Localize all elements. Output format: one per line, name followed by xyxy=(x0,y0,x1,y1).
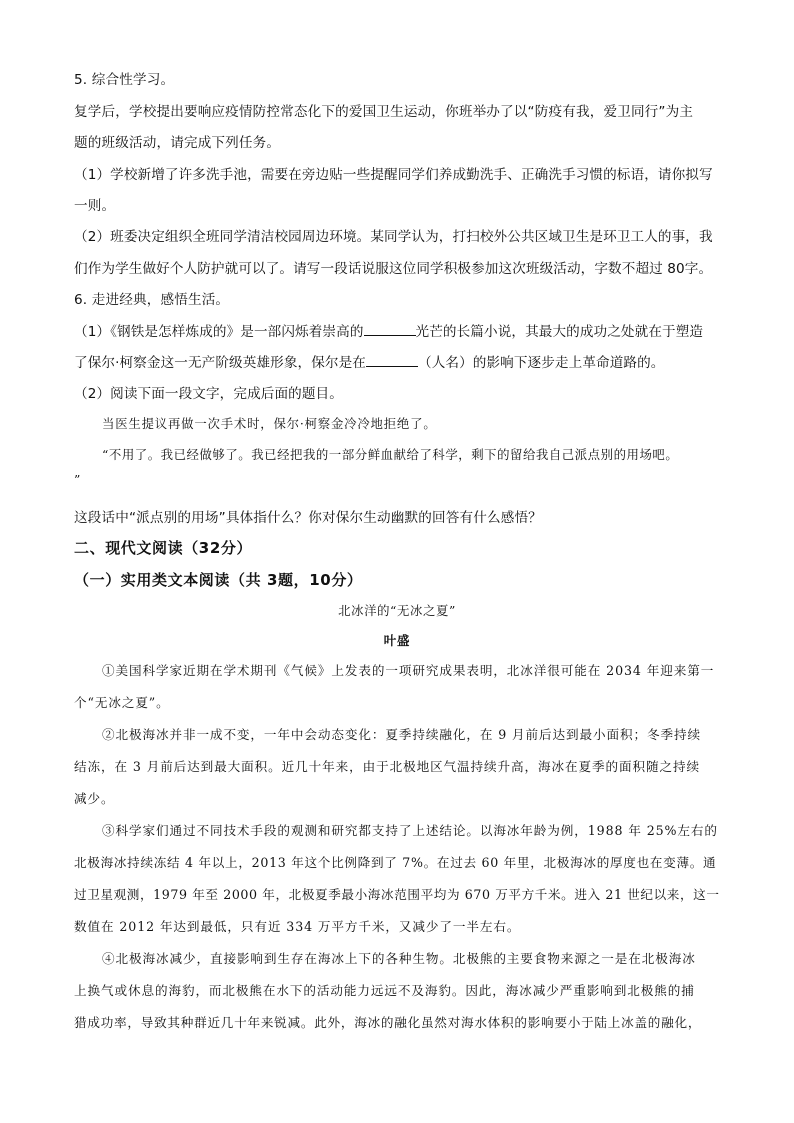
article-p3-line4: 数值在 2012 年达到最低，只有近 334 万平方千米，又减少了一半左右。 xyxy=(74,919,521,934)
q6-heading: 6. 走进经典，感悟生活。 xyxy=(74,292,230,308)
answer-blank-2[interactable] xyxy=(366,354,418,367)
article-p1-line1: ①美国科学家近期在学术期刊《气候》上发表的一项研究成果表明，北冰洋很可能在 2034 年迎来第一 xyxy=(102,663,715,678)
article-p3-line3: 过卫星观测，1979 年至 2000 年，北极夏季最小海冰范围平均为 670 万平方千米。进入 21 世纪以来，这一 xyxy=(74,887,720,902)
q6-question: 这段话中“派点别的用场”具体指什么？你对保尔生动幽默的回答有什么感悟？ xyxy=(74,510,542,526)
q5-task2-line1: （2）班委决定组织全班同学清洁校园周边环境。某同学认为，打扫校外公共区域卫生是环卫工人的事，我 xyxy=(74,229,713,245)
quote-line3: ” xyxy=(74,472,82,487)
q6-part1-text-a: （1）《钢铁是怎样炼成的》是一部闪烁着崇高的 xyxy=(74,324,364,340)
article-p2-line2: 结冻，在 3 月前后达到最大面积。近几十年来，由于北极地区气温持续升高，海冰在夏季的面积随之持续 xyxy=(74,759,700,774)
subsection-title: （一）实用类文本阅读（共 3题，10分） xyxy=(74,571,363,589)
article-p2-line1: ②北极海冰并非一成不变，一年中会动态变化：夏季持续融化，在 9 月前后达到最小面积；冬季持续 xyxy=(102,727,701,742)
q6-part1-line2-text-b: （人名）的影响下逐步走上革命道路的。 xyxy=(418,355,665,371)
article-title: 北冰洋的“无冰之夏” xyxy=(338,603,456,618)
article-p3-line2: 北极海冰持续冻结 4 年以上，2013 年这个比例降到了 7%。在过去 60 年里，北极海冰的厚度也在变薄。通 xyxy=(74,855,717,870)
q5-heading: 5. 综合性学习。 xyxy=(74,72,175,88)
article-author: 叶盛 xyxy=(383,633,411,648)
q6-part1-line2-text-a: 了保尔·柯察金这一无产阶级英雄形象，保尔是在 xyxy=(74,355,366,371)
q6-part2: （2）阅读下面一段文字，完成后面的题目。 xyxy=(74,386,343,402)
q5-task1-line2: 一则。 xyxy=(74,198,116,214)
answer-blank-1[interactable] xyxy=(364,323,416,336)
article-p4-line3: 猎成功率，导致其种群近几十年来锐减。此外，海冰的融化虽然对海水体积的影响要小于陆上冰盖的融化， xyxy=(74,1015,702,1030)
q5-task1-line1: （1）学校新增了许多洗手池，需要在旁边贴一些提醒同学们养成勤洗手、正确洗手习惯的标语，请你拟写 xyxy=(74,167,713,183)
section-title: 二、现代文阅读（32分） xyxy=(74,539,253,557)
article-p4-line2: 上换气或休息的海豹，而北极熊在水下的活动能力远远不及海豹。因此，海冰减少严重影响到北极熊的捕 xyxy=(74,983,695,998)
quote-line1: 当医生提议再做一次手术时，保尔·柯察金冷冷地拒绝了。 xyxy=(102,416,437,431)
q5-intro-line1: 复学后，学校提出要响应疫情防控常态化下的爱国卫生运动，你班举办了以“防疫有我，爱卫同行”为主 xyxy=(74,104,694,120)
q5-intro-line2: 题的班级活动，请完成下列任务。 xyxy=(74,135,281,151)
article-p2-line3: 减少。 xyxy=(74,791,115,806)
q5-task2-line2: 们作为学生做好个人防护就可以了。请写一段话说服这位同学积极参加这次班级活动，字数不超过 80字。 xyxy=(74,261,713,277)
q6-part1-line1 xyxy=(74,320,703,340)
q6-part1-line2 xyxy=(74,351,665,371)
article-p4-line1: ④北极海冰减少，直接影响到生存在海冰上下的各种生物。北极熊的主要食物来源之一是在北极海冰 xyxy=(102,951,696,966)
article-p1-line2: 个“无冰之夏”。 xyxy=(74,695,170,710)
article-p3-line1: ③科学家们通过不同技术手段的观测和研究都支持了上述结论。以海冰年龄为例，1988 年 25%左右的 xyxy=(102,823,718,838)
quote-line2: “不用了。我已经做够了。我已经把我的一部分鲜血献给了科学，剩下的留给我自己派点别的用场吧。 xyxy=(102,447,679,462)
q6-part1-text-b: 光芒的长篇小说，其最大的成功之处就在于塑造 xyxy=(415,324,704,340)
